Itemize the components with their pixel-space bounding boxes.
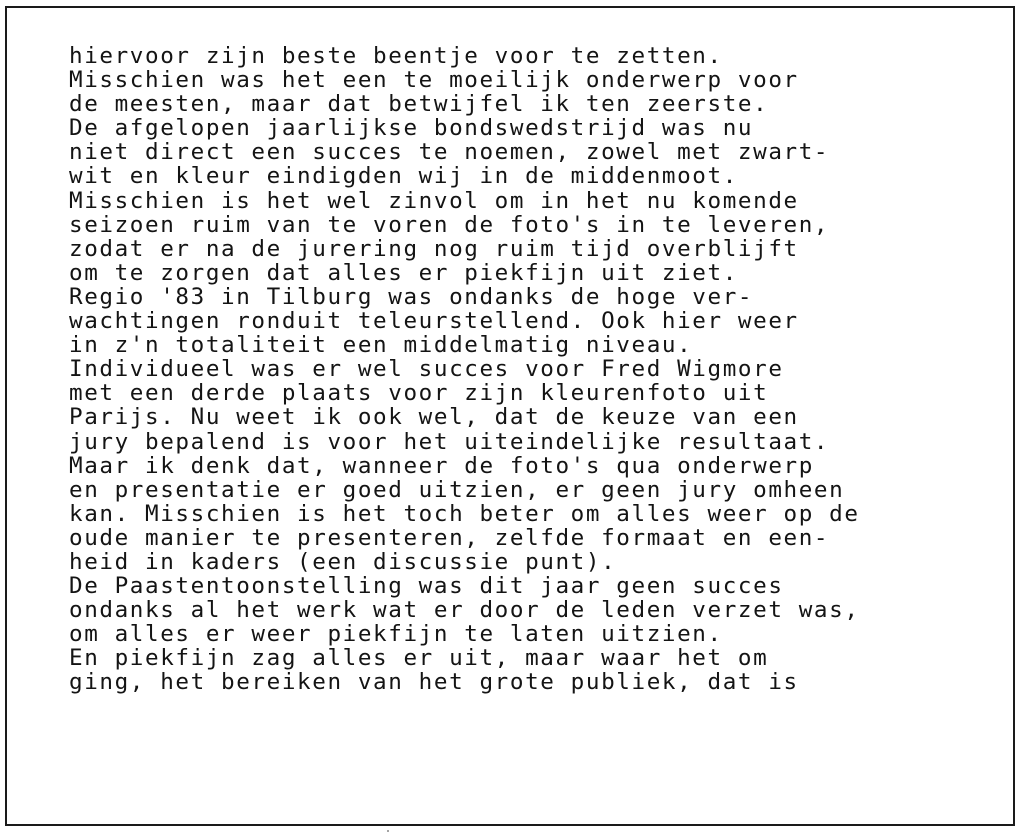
text-line: met een derde plaats voor zijn kleurenfoto uit — [69, 380, 769, 407]
text-line: De Paastentoonstelling was dit jaar geen succes — [69, 573, 784, 600]
text-line: Maar ik denk dat, wanneer de foto's qua onderwerp — [69, 452, 814, 479]
text-line: ondanks al het werk wat er door de leden verzet was, — [69, 597, 860, 624]
text-line: hiervoor zijn beste beentje voor te zetten. — [69, 43, 723, 69]
text-line: om alles er weer piekfijn te laten uitzien. — [69, 621, 723, 648]
text-line: wit en kleur eindigden wij in de middenmoot. — [69, 163, 738, 190]
text-line: oude manier te presenteren, zelfde formaat en een- — [69, 524, 830, 551]
text-line: in z'n totaliteit een middelmatig niveau. — [69, 332, 693, 359]
text-line: zodat er na de jurering nog ruim tijd overblijft — [69, 235, 799, 262]
page-frame — [5, 6, 1015, 826]
text-line: Individueel was er wel succes voor Fred Wigmore — [69, 356, 784, 383]
text-line: Parijs. Nu weet ik ook wel, dat de keuze van een — [69, 404, 799, 431]
text-line: om te zorgen dat alles er piekfijn uit ziet. — [69, 259, 738, 286]
paper-speck — [387, 830, 389, 832]
text-line: ging, het bereiken van het grote publiek, dat is — [69, 669, 799, 696]
text-line: de meesten, maar dat betwijfel ik ten zeerste. — [69, 91, 769, 118]
typed-text-body — [69, 44, 860, 695]
text-line: kan. Misschien is het toch beter om alles weer op de — [69, 500, 860, 527]
text-line: Misschien is het wel zinvol om in het nu komende — [69, 187, 799, 214]
text-line: heid in kaders (een discussie punt). — [69, 548, 617, 575]
text-line: jury bepalend is voor het uiteindelijke resultaat. — [69, 428, 830, 455]
text-line: wachtingen ronduit teleurstellend. Ook hier weer — [69, 308, 799, 335]
text-line: Regio '83 in Tilburg was ondanks de hoge ver- — [69, 283, 754, 310]
text-line: Misschien was het een te moeilijk onderwerp voor — [69, 67, 799, 94]
text-line: En piekfijn zag alles er uit, maar waar het om — [69, 645, 769, 672]
text-line: De afgelopen jaarlijkse bondswedstrijd was nu — [69, 115, 754, 142]
text-line: seizoen ruim van te voren de foto's in te leveren, — [69, 211, 830, 238]
text-line: niet direct een succes te noemen, zowel met zwart- — [69, 139, 830, 166]
text-line: en presentatie er goed uitzien, er geen jury omheen — [69, 476, 845, 503]
